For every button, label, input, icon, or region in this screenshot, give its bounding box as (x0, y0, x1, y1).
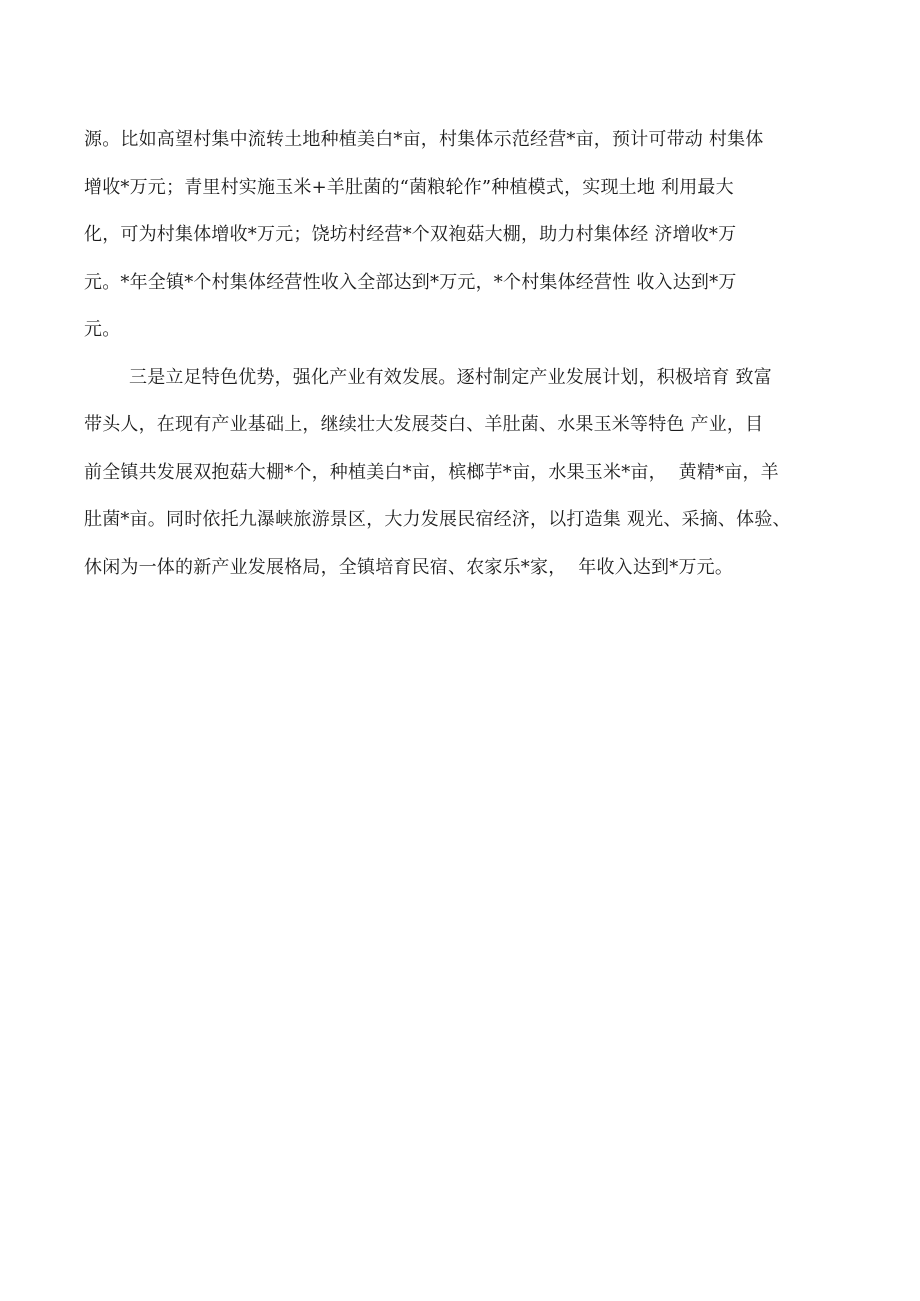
paragraph-1-line-4: 元。*年全镇*个村集体经营性收入全部达到*万元，*个村集体经营性 收入达到*万 (84, 272, 737, 293)
paragraph-2-line-4: 肚菌*亩。同时依托九瀑峡旅游景区，大力发展民宿经济，以打造集 观光、采摘、体验、 (84, 509, 791, 530)
paragraph-1-line-2: 增收*万元；青里村实施玉米+羊肚菌的“菌粮轮作”种植模式，实现土地 利用最大 (84, 177, 734, 198)
paragraph-2-line-5: 休闲为一体的新产业发展格局，全镇培育民宿、农家乐*家， 年收入达到*万元。 (84, 557, 734, 578)
paragraph-2-line-1: 三是立足特色优势，强化产业有效发展。逐村制定产业发展计划，积极培育 致富 (129, 367, 772, 388)
paragraph-2-line-2: 带头人，在现有产业基础上，继续壮大发展茭白、羊肚菌、水果玉米等特色 产业，目 (84, 414, 764, 435)
paragraph-1-line-1: 源。比如高望村集中流转土地种植美白*亩，村集体示范经营*亩，预计可带动 村集体 (84, 129, 764, 150)
paragraph-2-line-3: 前全镇共发展双抱菇大棚*个，种植美白*亩，槟榔芋*亩，水果玉米*亩， 黄精*亩，羊 (84, 462, 779, 483)
paragraph-1-line-3: 化，可为村集体增收*万元；饶坊村经营*个双袍菇大棚，助力村集体经 济增收*万 (84, 224, 737, 245)
paragraph-1-line-5: 元。 (84, 319, 121, 340)
